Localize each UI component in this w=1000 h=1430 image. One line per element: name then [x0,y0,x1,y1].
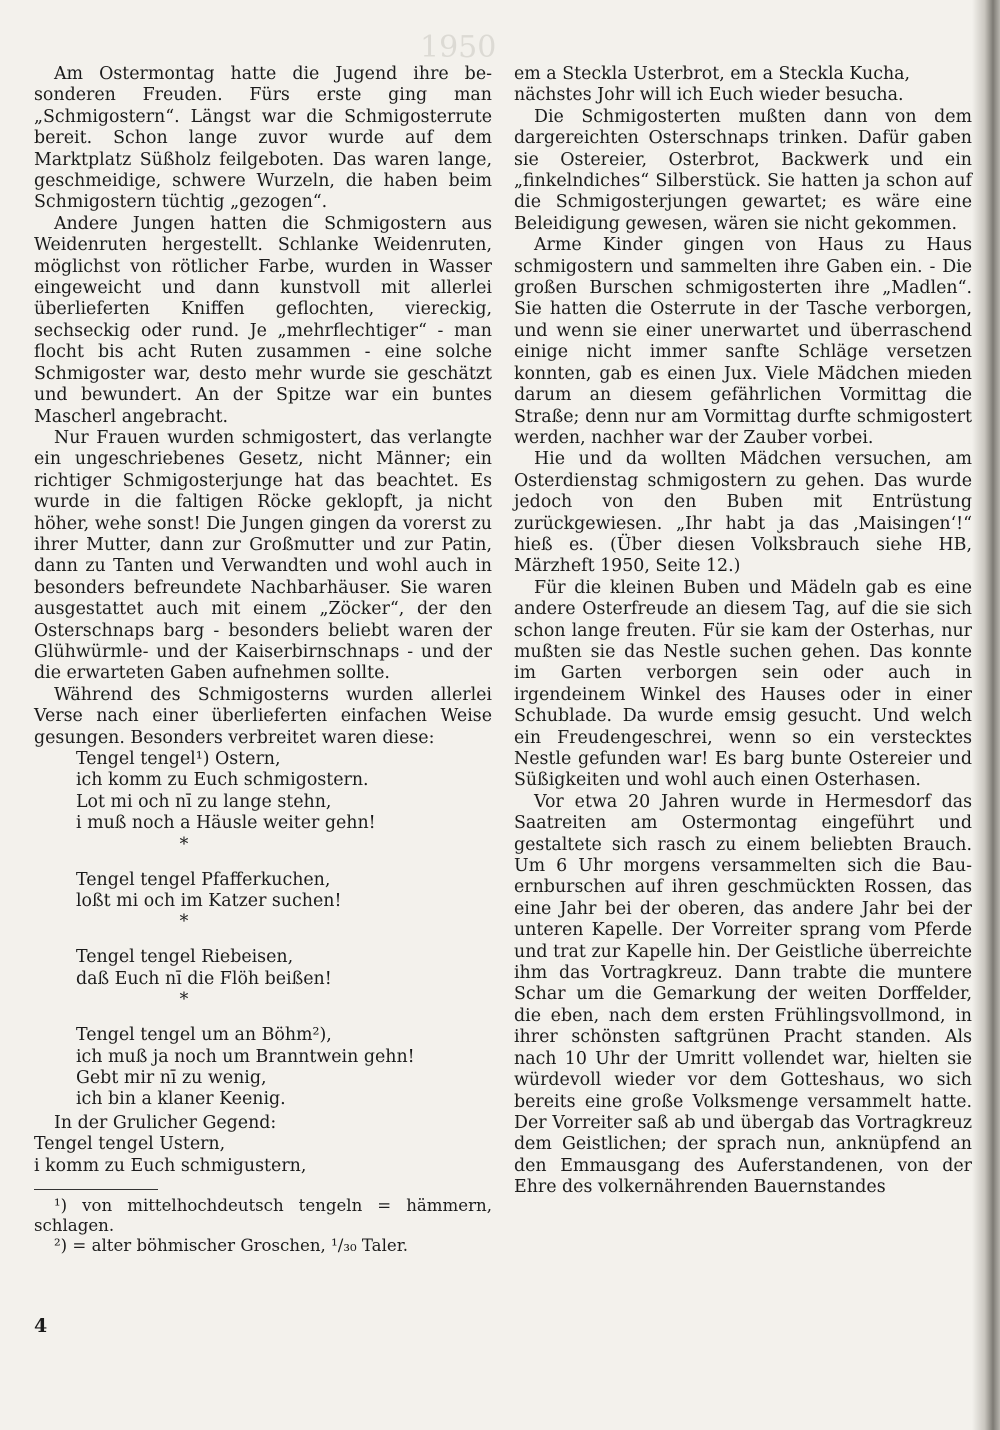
verse-separator: * [179,912,189,933]
verse-line: i komm zu Euch schmigustern, [34,1155,307,1176]
verse-line: Tengel tengel¹) Ostern, [76,749,281,769]
verse-continuation [514,64,972,107]
page-edge-shadow [972,0,1000,1430]
footnote-1: ¹) von mittelhochdeutsch tengeln = hämmern, schlagen. [34,1196,492,1236]
paragraph: Nur Frauen wurden schmigostert, das verlangte ein ungeschriebenes Gesetz, nicht Männer; ein richtiger Schmigosterjunge hat das beachtet. Es wurde in die faltigen Röcke geklopft, ja nicht höher, wehe sonst! Die Jungen gingen da vorerst zu ihrer Mutter, dann zur Großmutter und zur Patin, dann zu Tanten und Verwandten und wohl auch in besonders befreundete Nachbarhäuser. Sie waren ausgestattet auch mit einem „Zöcker“, der den Osterschnaps barg - besonders beliebt waren der Glühwürmle- und der Kaiserbirnschnaps - und der die erwarteten Gaben aufnehmen sollte. [34,427,492,684]
verse-line: nächstes Johr will ich Euch wieder besucha. [514,85,904,106]
verse-line: daß Euch nī die Flöh beißen! [76,968,332,989]
paragraph: Hie und da wollten Mädchen versuchen, am Osterdienstag schmigostern zu gehen. Das wurde jedoch von den Buben mit Entrüstung zurückgewiesen. „Ihr habt ja das ‚Maisingen‘!“ hieß es. (Über diesen Volksbrauch siehe HB, Märzheft 1950, Seite 12.) [514,449,972,577]
verse-line: Tengel tengel Ustern, [34,1134,226,1155]
verse-line: Gebt mir nī zu wenig, [76,1068,267,1089]
verse-line: loßt mi och im Katzer suchen! [76,891,342,912]
footnote-rule [34,1189,158,1190]
left-column [34,64,492,1256]
faint-year-mark: 1950 [420,30,497,65]
region-verse [34,1134,492,1177]
verse-line: i muß noch a Häusle weiter gehn! [76,813,376,834]
verse-line: ich komm zu Euch schmigostern. [76,770,369,791]
verse-line: Tengel tengel Riebeisen, [76,947,294,968]
verse-line: Tengel tengel um an Böhm²), [76,1025,332,1046]
verse-line: Tengel tengel Pfafferkuchen, [76,869,331,890]
paragraph: Für die kleinen Buben und Mädeln gab es eine andere Osterfreude an diesem Tag, auf die sie sich schon lange freuten. Für sie kam der Osterhas, nur mußten sie das Nestle suchen gehen. Das konnte im Garten verborgen sein oder auch in irgendeinem Winkel des Hauses oder in einer Schublade. Da wurde emsig gesucht. Und welch ein Freudengeschrei, wenn so ein verstecktes Nestle gefunden war! Es barg bunte Ostereier und Süßigkeiten und wohl auch einen Osterhasen. [514,577,972,791]
right-column [514,64,972,1199]
verse-line: ich muß ja noch um Branntwein gehn! [76,1046,415,1067]
paragraph: Während des Schmigosterns wurden allerlei Verse nach einer überlieferten einfachen Weise gesungen. Besonders verbreitet waren diese: [34,684,492,748]
page-number: 4 [34,1315,48,1337]
paragraph: Vor etwa 20 Jahren wurde in Hermesdorf das Saatreiten am Ostermontag eingeführt und gestaltete sich rasch zu einem beliebten Brauch. Um 6 Uhr morgens versammelten sich die Bauernburschen auf ihren geschmückten Rossen, das eine Jahr bei der oberen, das andere Jahr bei der unteren Kapelle. Der Vorreiter sprang vom Pferde und trat zur Kapelle hin. Der Geistliche überreichte ihm das Vortragkreuz. Dann trabte die muntere Schar um die Gemarkung der weiten Dorffelder, die eben, nach dem ersten Frühlingsvollmond, in ihrer schönsten saftgrünen Pracht standen. Als nach 10 Uhr der Umritt vollendet war, hielten sie würdevoll wieder vor dem Gotteshaus, wo sich bereits eine große Volksmenge versammelt hatte. Der Vorreiter saß ab und übergab das Vortragkreuz dem Geistlichen; der sprach nun, anknüpfend an den Emmausgang des Auferstandenen, von der Ehre des volkernährenden Bauernstandes [514,791,972,1198]
paragraph: Die Schmigosterten mußten dann von dem dargereichten Osterschnaps trinken. Dafür gaben sie Ostereier, Osterbrot, Backwerk und ein „finkelndiches“ Silberstück. Sie hatten ja schon auf die Schmigosterjungen gewartet; es wäre eine Beleidigung gewesen, wären sie nicht gekommen. [514,106,972,234]
verse-separator: * [179,990,189,1011]
paragraph: Am Ostermontag hatte die Jugend ihre besonderen Freuden. Fürs erste ging man „Schmigostern“. Längst war die Schmigosterrute bereit. Schon lange zuvor wurde auf dem Marktplatz Süßholz feilgeboten. Das waren lange, geschmeidige, schwere Wurzeln, die haben beim Schmigostern tüchtig „gezogen“. [34,64,492,213]
verse-line: em a Steckla Usterbrot, em a Steckla Kucha, [514,64,911,84]
verse-block [76,749,492,1111]
paragraph: Andere Jungen hatten die Schmigostern aus Weidenruten hergestellt. Schlanke Weidenruten, möglichst von rötlicher Farbe, wurden in Wasser eingeweicht und dann kunstvoll mit allerlei überlieferten Kniffen geflochten, viereckig, sechseckig oder rund. Je „mehrflechtiger“ - man flocht bis acht Ruten zusammen - eine solche Schmigoster war, desto mehr wurde sie geschätzt und bewundert. An der Spitze war ein buntes Mascherl angebracht. [34,213,492,427]
region-intro: In der Grulicher Gegend: [54,1112,277,1133]
verse-separator: * [179,834,189,855]
footnote-2: ²) = alter böhmischer Groschen, ¹/₃₀ Taler. [54,1236,409,1256]
paragraph: Arme Kinder gingen von Haus zu Haus schmigostern und sammelten ihre Gaben ein. - Die großen Burschen schmigosterten ihre „Madlen“. Sie hatten die Osterrute in der Tasche verborgen, und wenn sie einer unerwartet und überraschend einige nicht immer sanfte Schläge versetzen konnten, gab es einen Jux. Viele Mädchen mieden darum an diesem gefährlichen Vormittag die Straße; denn nur am Vormittag durfte schmigostert werden, nachher war der Zauber vorbei. [514,235,972,448]
verse-line: Lot mi och nī zu lange stehn, [76,791,332,812]
verse-line: ich bin a klaner Keenig. [76,1089,286,1110]
